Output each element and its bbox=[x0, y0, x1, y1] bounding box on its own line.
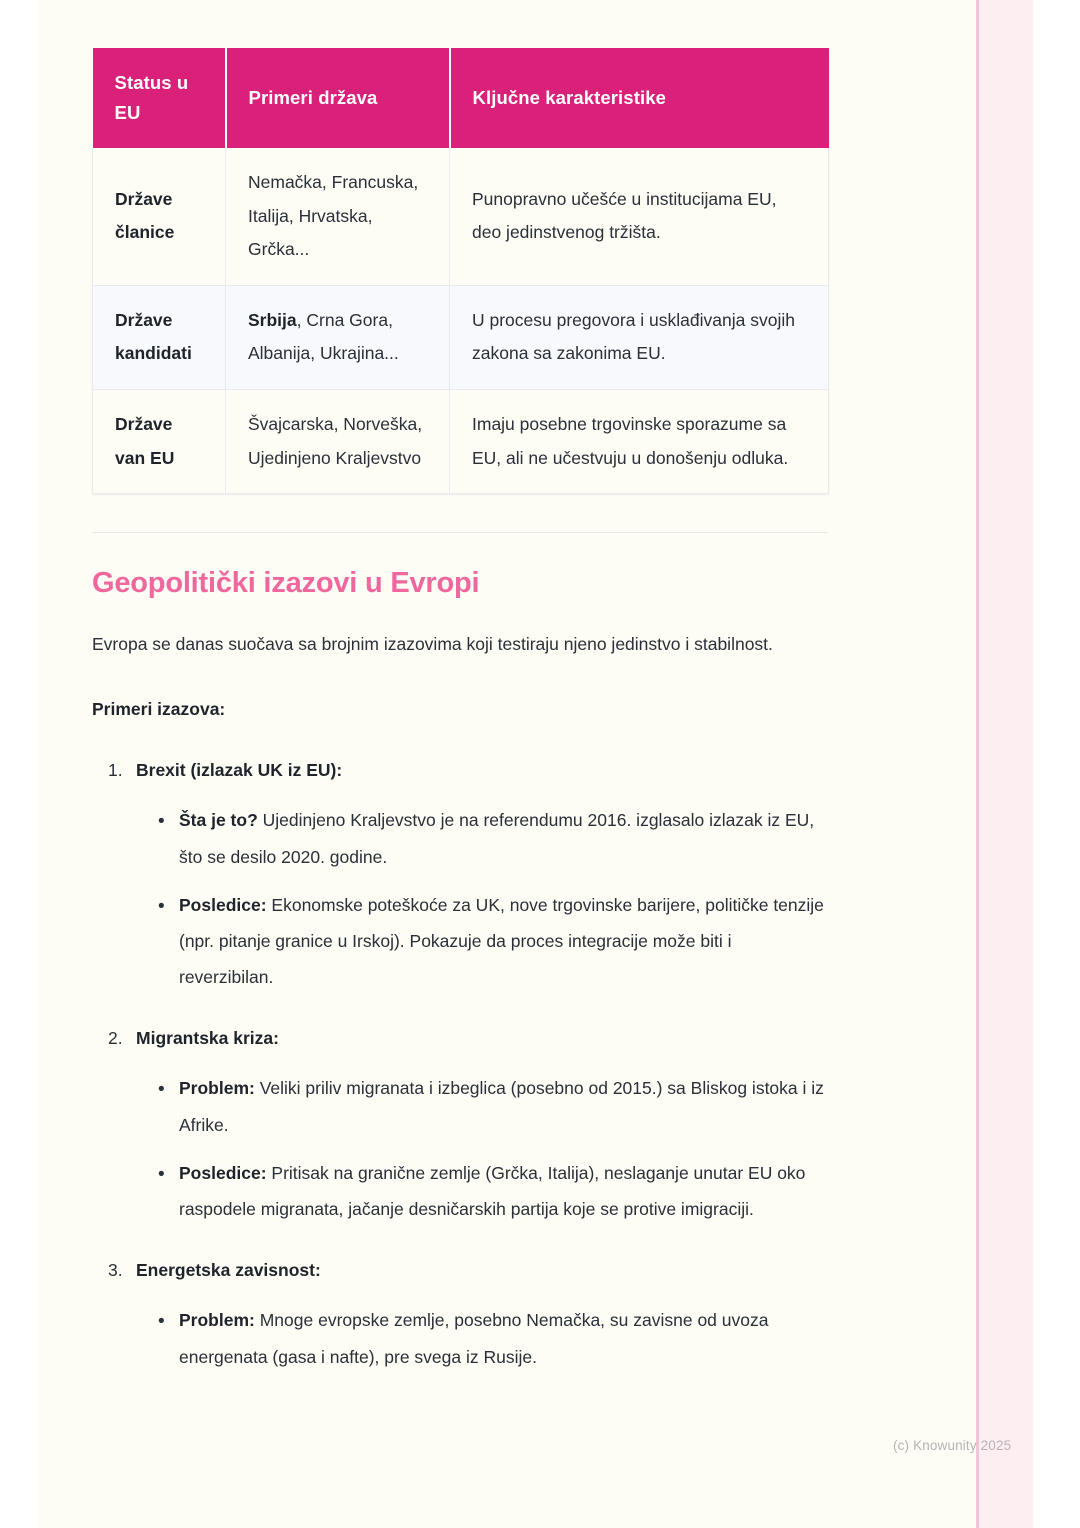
detail-label: Problem: bbox=[179, 1310, 255, 1331]
examples-label: Primeri izazova: bbox=[92, 699, 226, 720]
detail-label: Šta je to? bbox=[179, 810, 258, 831]
challenge-item-brexit bbox=[136, 753, 828, 995]
challenge-item-energy-dependence bbox=[136, 1253, 828, 1374]
list-item bbox=[179, 802, 828, 874]
eu-status-table bbox=[92, 48, 829, 494]
detail-label: Problem: bbox=[179, 1078, 255, 1099]
detail-text: Pritisak na granične zemlje (Grčka, Italija), neslaganje unutar EU oko raspodele migranata, jačanje desničarskih partija koje se protive imigraciji. bbox=[179, 1162, 806, 1220]
document-content bbox=[92, 48, 828, 1401]
table-header-cell-examples: Primeri država bbox=[226, 48, 450, 148]
list-item bbox=[179, 1155, 828, 1227]
table-row bbox=[93, 285, 829, 389]
copyright-watermark: (c) Knowunity 2025 bbox=[893, 1438, 1012, 1453]
challenge-title: Brexit (izlazak UK iz EU): bbox=[136, 760, 343, 781]
challenge-item-migrant-crisis bbox=[136, 1021, 828, 1227]
challenge-title: Energetska zavisnost: bbox=[136, 1260, 321, 1281]
cell-status: Države kandidati bbox=[93, 285, 226, 389]
table-row bbox=[93, 389, 829, 493]
cell-examples-highlight: Srbija bbox=[248, 309, 297, 330]
cell-examples bbox=[226, 389, 450, 493]
cell-examples-text: , Crna Gora, Albanija, Ukrajina... bbox=[248, 309, 399, 364]
detail-text: Mnoge evropske zemlje, posebno Nemačka, su zavisne od uvoza energenata (gasa i nafte), pre svega iz Rusije. bbox=[179, 1310, 769, 1367]
table-header-row bbox=[93, 48, 829, 148]
detail-text: Veliki priliv migranata i izbeglica (posebno od 2015.) sa Bliskog istoka i iz Afrike. bbox=[179, 1078, 824, 1135]
challenge-title: Migrantska kriza: bbox=[136, 1028, 279, 1049]
cell-examples bbox=[226, 148, 450, 285]
cell-characteristics: Imaju posebne trgovinske sporazume sa EU, ali ne učestvuju u donošenju odluka. bbox=[450, 389, 829, 493]
detail-label: Posledice: bbox=[179, 894, 267, 915]
cell-examples-text: Švajcarska, Norveška, Ujedinjeno Kraljevstvo bbox=[248, 413, 423, 468]
cell-status: Države van EU bbox=[93, 389, 226, 493]
section-divider bbox=[92, 532, 828, 533]
list-item bbox=[179, 1070, 828, 1142]
list-item bbox=[179, 1302, 828, 1374]
table-header bbox=[93, 48, 829, 148]
cell-examples bbox=[226, 285, 450, 389]
challenge-list bbox=[92, 753, 828, 1374]
cell-status: Države članice bbox=[93, 148, 226, 285]
page-edge-panel bbox=[979, 0, 1033, 1528]
challenge-detail-list bbox=[136, 1070, 828, 1227]
cell-characteristics: Punopravno učešće u institucijama EU, deo jedinstvenog tržišta. bbox=[450, 148, 829, 285]
cell-characteristics: U procesu pregovora i usklađivanja svojih zakona sa zakonima EU. bbox=[450, 285, 829, 389]
detail-label: Posledice: bbox=[179, 1162, 267, 1183]
cell-examples-text: Nemačka, Francuska, Italija, Hrvatska, Grčka... bbox=[248, 171, 419, 260]
table-row bbox=[93, 148, 829, 285]
challenge-detail-list bbox=[136, 802, 828, 995]
section-intro-paragraph: Evropa se danas suočava sa brojnim izazovima koji testiraju njeno jedinstvo i stabilnost. bbox=[92, 634, 773, 655]
table-header-cell-status: Status u EU bbox=[93, 48, 226, 148]
table-header-cell-characteristics: Ključne karakteristike bbox=[450, 48, 829, 148]
list-item bbox=[179, 887, 828, 996]
detail-text: Ujedinjeno Kraljevstvo je na referendumu 2016. izglasalo izlazak iz EU, što se desilo 2020. godine. bbox=[179, 810, 815, 867]
section-heading: Geopolitički izazovi u Evropi bbox=[92, 567, 480, 600]
challenge-detail-list bbox=[136, 1302, 828, 1374]
detail-text: Ekonomske poteškoće za UK, nove trgovinske barijere, političke tenzije (npr. pitanje granice u Irskoj). Pokazuje da proces integracije može biti i reverzibilan. bbox=[179, 894, 824, 988]
table-body bbox=[93, 148, 829, 494]
